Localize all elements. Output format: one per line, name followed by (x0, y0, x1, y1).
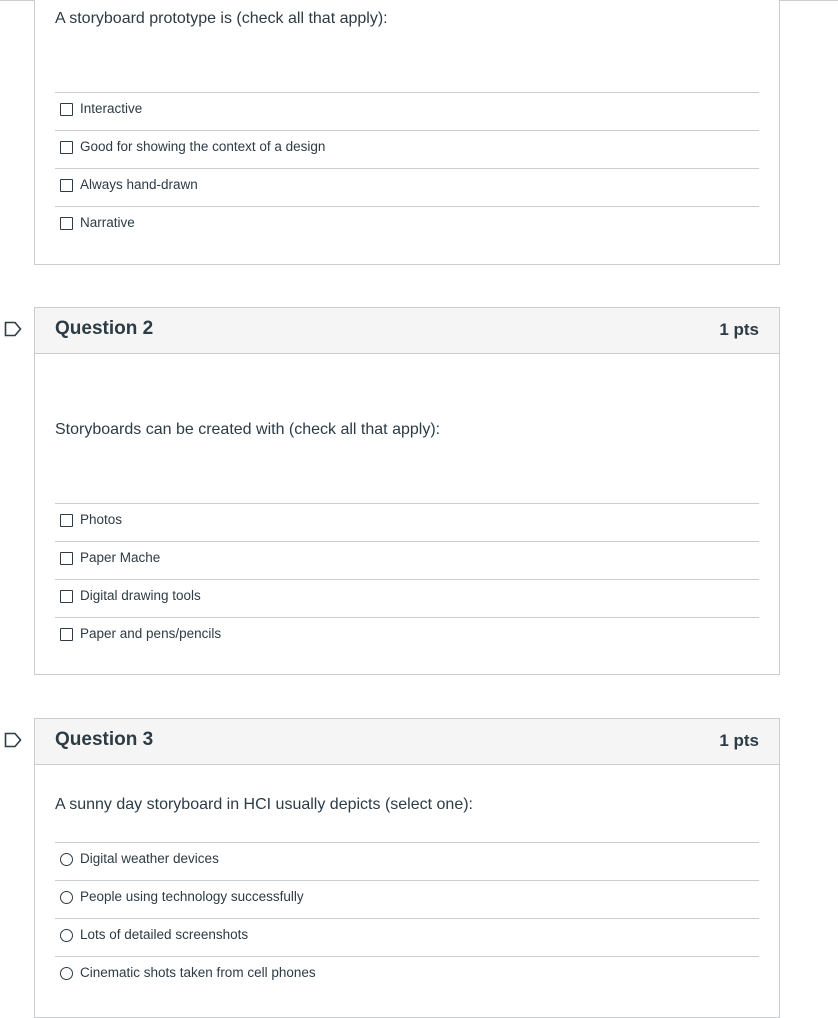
question-1 (34, 0, 780, 265)
question-title: Question 3 (55, 729, 154, 750)
checkbox[interactable] (60, 179, 73, 192)
answer-option[interactable] (55, 579, 759, 617)
answer-option[interactable] (55, 503, 759, 541)
answer-option[interactable] (55, 842, 759, 880)
answer-label: Interactive (80, 101, 143, 116)
question-header (35, 308, 779, 354)
answer-label: Paper and pens/pencils (80, 626, 222, 641)
question-3-text: A sunny day storyboard in HCI usually depicts (select one): (55, 796, 473, 813)
answer-option[interactable] (55, 956, 759, 994)
radio-button[interactable] (60, 929, 73, 942)
answer-label: Narrative (80, 215, 135, 230)
flag-icon[interactable] (4, 321, 22, 337)
question-points: 1 pts (719, 320, 759, 339)
answer-label: Photos (80, 512, 123, 527)
checkbox[interactable] (60, 590, 73, 603)
question-2 (34, 307, 780, 675)
answer-option[interactable] (55, 168, 759, 206)
checkbox[interactable] (60, 103, 73, 116)
question-points: 1 pts (719, 731, 759, 750)
answer-option[interactable] (55, 92, 759, 130)
question-2-text: Storyboards can be created with (check all that apply): (55, 421, 441, 438)
checkbox[interactable] (60, 514, 73, 527)
flag-icon[interactable] (4, 732, 22, 748)
answer-option[interactable] (55, 130, 759, 168)
checkbox[interactable] (60, 628, 73, 641)
answer-label: Digital weather devices (80, 851, 219, 866)
answer-option[interactable] (55, 541, 759, 579)
question-3-answers (55, 842, 759, 994)
radio-button[interactable] (60, 891, 73, 904)
radio-button[interactable] (60, 853, 73, 866)
question-header (35, 719, 779, 765)
question-1-answers (55, 92, 759, 244)
answer-label: People using technology successfully (80, 889, 304, 904)
question-title: Question 2 (55, 318, 154, 339)
answer-label: Lots of detailed screenshots (80, 927, 249, 942)
question-2-answers (55, 503, 759, 655)
checkbox[interactable] (60, 217, 73, 230)
answer-option[interactable] (55, 880, 759, 918)
answer-label: Always hand-drawn (80, 177, 198, 192)
answer-option[interactable] (55, 206, 759, 244)
answer-label: Digital drawing tools (80, 588, 201, 603)
question-3 (34, 718, 780, 1018)
radio-button[interactable] (60, 967, 73, 980)
answer-label: Good for showing the context of a design (80, 139, 326, 154)
checkbox[interactable] (60, 141, 73, 154)
answer-option[interactable] (55, 617, 759, 655)
answer-option[interactable] (55, 918, 759, 956)
checkbox[interactable] (60, 552, 73, 565)
answer-label: Cinematic shots taken from cell phones (80, 965, 316, 980)
answer-label: Paper Mache (80, 550, 161, 565)
question-1-text: A storyboard prototype is (check all that apply): (55, 10, 388, 27)
